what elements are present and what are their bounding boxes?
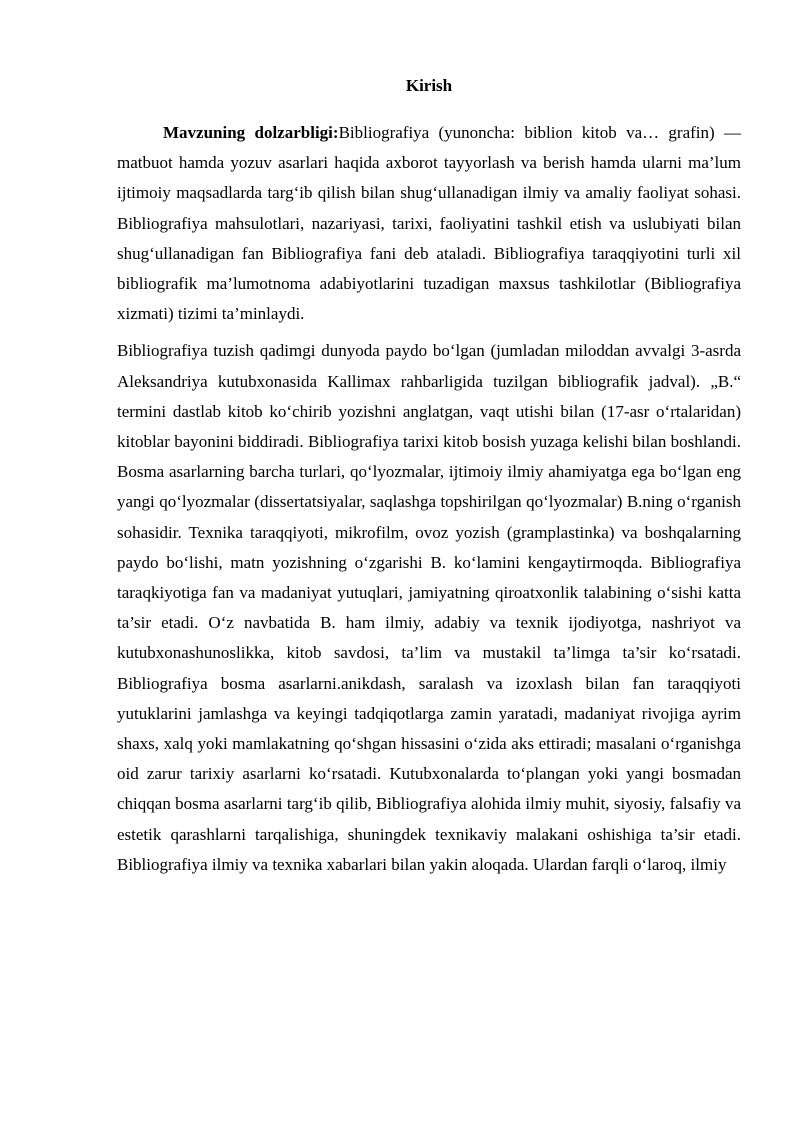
paragraph-body: Bibliografiya (yunoncha: biblion kitob va… grafin) — matbuot hamda yozuv asarlari haqida axborot tayyorlash va berish hamda ularni ma’lum ijtimoiy maqsadlarda targ‘ib qilish bilan shug‘ullanadigan ilmiy va amaliy faoliyat sohasi. Bibliografiya mahsulotlari, nazariyasi, tarixi, faoliyatini tashkil etish va uslubiyati bilan shug‘ullanadigan fan Bibliografiya fani deb ataladi. Bibliografiya taraqqiyotini turli xil bibliografik ma’lumotnoma adabiyotlarini tuzadigan maxsus tashkilotlar (Bibliografiya xizmati) tizimi ta’minlaydi. [117,123,741,324]
paragraph-relevance [117,118,741,329]
page-title: Kirish [405,76,453,95]
paragraph-lead: Mavzuning dolzarbligi: [163,123,339,142]
paragraph-history: Bibliografiya tuzish qadimgi dunyoda paydo bo‘lgan (jumladan miloddan avvalgi 3-asrda Aleksandriya kutubxonasida Kallimax rahbarligida tuzilgan bibliografik jadval). „B.“ termini dastlab kitob ko‘chirib yozishni anglatgan, vaqt utishi bilan (17-asr o‘rtalaridan) kitoblar bayonini biddiradi. Bibliografiya tarixi kitob bosish yuzaga kelishi bilan boshlandi. Bosma asarlarning barcha turlari, qo‘lyozmalar, ijtimoiy ilmiy ahamiyatga ega bo‘lgan eng yangi qo‘lyozmalar (dissertatsiyalar, saqlashga topshirilgan qo‘lyozmalar) B.ning o‘rganish sohasidir. Texnika taraqqiyoti, mikrofilm, ovoz yozish (gramplastinka) va boshqalarning paydo bo‘lishi, matn yozishning o‘zgarishi B. ko‘lamini kengaytirmoqda. Bibliografiya taraqkiyotiga fan va madaniyat yutuqlari, jamiyatning qiroatxonlik talabining o‘sishi katta ta’sir etadi. O‘z navbatida B. ham ilmiy, adabiy va texnik ijodiyotga, nashriyot va kutubxonashunoslikka, kitob savdosi, ta’lim va mustakil ta’limga ta’sir ko‘rsatadi. Bibliografiya bosma asarlarni.anikdash, saralash va izoxlash bilan fan taraqqiyoti yutuklarini jamlashga va keyingi tadqiqotlarga zamin yaratadi, madaniyat rivojiga ayrim shaxs, xalq yoki mamlakatning qo‘shgan hissasini o‘zida aks ettiradi; masalani o‘rganishga oid zarur tarixiy asarlarni ko‘rsatadi. Kutubxonalarda to‘plangan yoki yangi bosmadan chiqqan bosma asarlarni targ‘ib qilib, Bibliografiya alohida ilmiy muhit, siyosiy, falsafiy va estetik qarashlarni tarqalishiga, shuningdek texnikaviy malakani oshishiga ta’sir etadi. Bibliografiya ilmiy va texnika xabarlari bilan yakin aloqada. Ulardan farqli o‘laroq, ilmiy [117,341,741,874]
document-page [117,74,741,880]
